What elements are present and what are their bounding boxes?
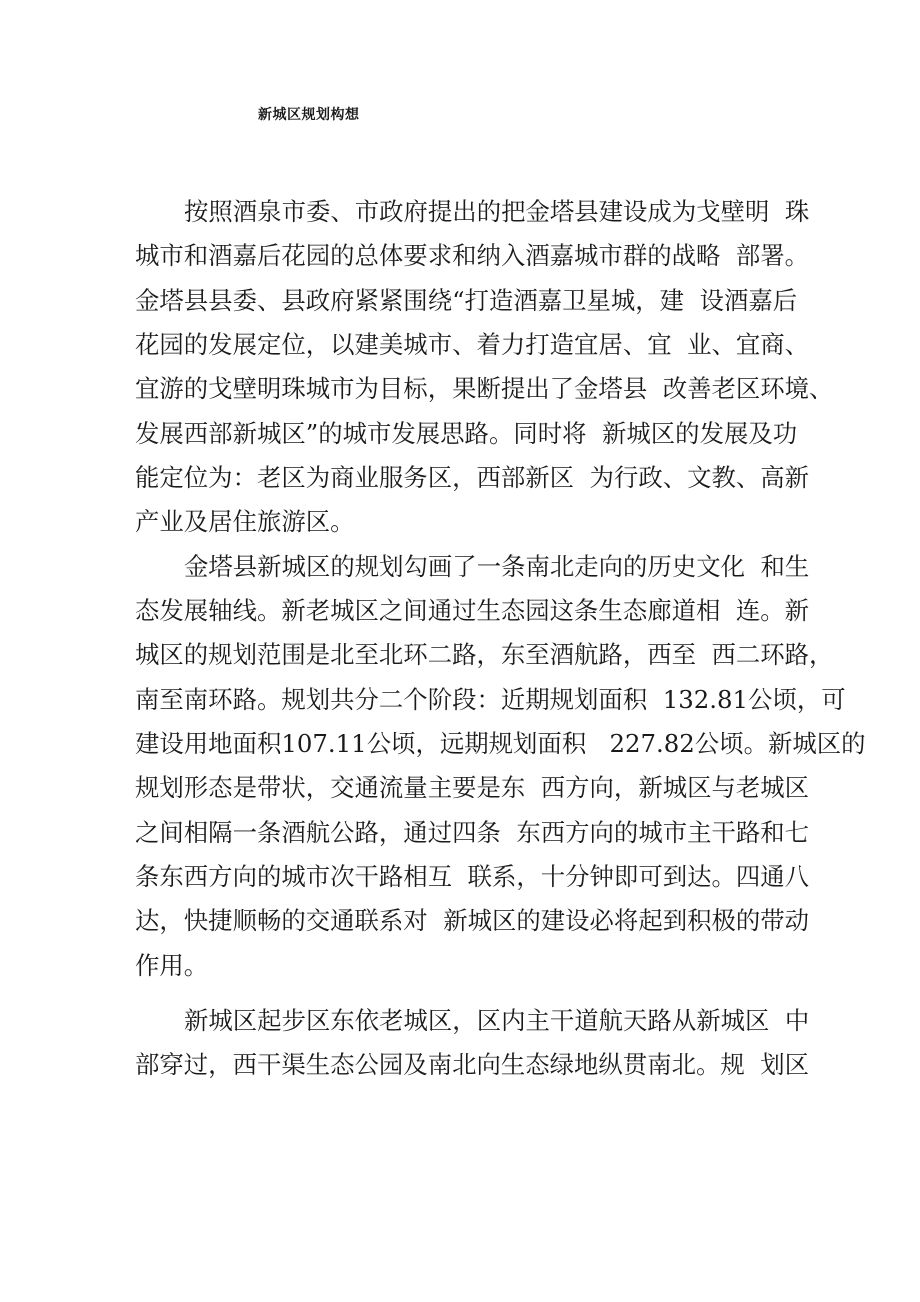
document-title: 新城区规划构想 bbox=[258, 107, 360, 123]
paragraph-line: 金塔县新城区的规划勾画了一条南北走向的历史文化 和生 bbox=[184, 552, 810, 581]
paragraph-line: 达，快捷顺畅的交通联系对 新城区的建设必将起到积极的带动 bbox=[135, 906, 810, 935]
paragraph-line: 城市和酒嘉后花园的总体要求和纳入酒嘉城市群的战略 部署。 bbox=[135, 241, 810, 270]
paragraph-line: 金塔县县委、县政府紧紧围绕“打造酒嘉卫星城，建 设酒嘉后 bbox=[135, 286, 798, 315]
paragraph-line: 城区的规划范围是北至北环二路，东至酒航路，西至 西二环路， bbox=[135, 640, 834, 669]
paragraph-line: 部穿过，西干渠生态公园及南北向生态绿地纵贯南北。规 划区 bbox=[135, 1050, 810, 1079]
paragraph-line: 规划形态是带状，交通流量主要是东 西方向，新城区与老城区 bbox=[135, 773, 810, 802]
paragraph-line: 南至南环路。规划共分二个阶段：近期规划面积 132.81公顷，可 bbox=[135, 685, 846, 714]
paragraph-line: 发展西部新城区”的城市发展思路。同时将 新城区的发展及功 bbox=[135, 419, 798, 448]
paragraph-line: 条东西方向的城市次干路相互 联系，十分钟即可到达。四通八 bbox=[135, 862, 810, 891]
paragraph-line: 建设用地面积107.11公顷，远期规划面积 227.82公顷。新城区的 bbox=[135, 729, 866, 758]
paragraph-line: 宜游的戈壁明珠城市为目标，果断提出了金塔县 改善老区环境、 bbox=[135, 374, 834, 403]
paragraph-line: 态发展轴线。新老城区之间通过生态园这条生态廊道相 连。新 bbox=[135, 596, 810, 625]
paragraph-line: 花园的发展定位，以建美城市、着力打造宜居、宜 业、宜商、 bbox=[135, 330, 810, 359]
paragraph-line: 作用。 bbox=[135, 951, 209, 980]
paragraph-line: 按照酒泉市委、市政府提出的把金塔县建设成为戈壁明 珠 bbox=[184, 197, 810, 226]
paragraph-line: 之间相隔一条酒航公路，通过四条 东西方向的城市主干路和七 bbox=[135, 818, 810, 847]
paragraph-line: 产业及居住旅游区。 bbox=[135, 507, 355, 536]
paragraph-line: 新城区起步区东依老城区，区内主干道航天路从新城区 中 bbox=[184, 1006, 810, 1035]
paragraph-line: 能定位为：老区为商业服务区，西部新区 为行政、文教、高新 bbox=[135, 463, 810, 492]
